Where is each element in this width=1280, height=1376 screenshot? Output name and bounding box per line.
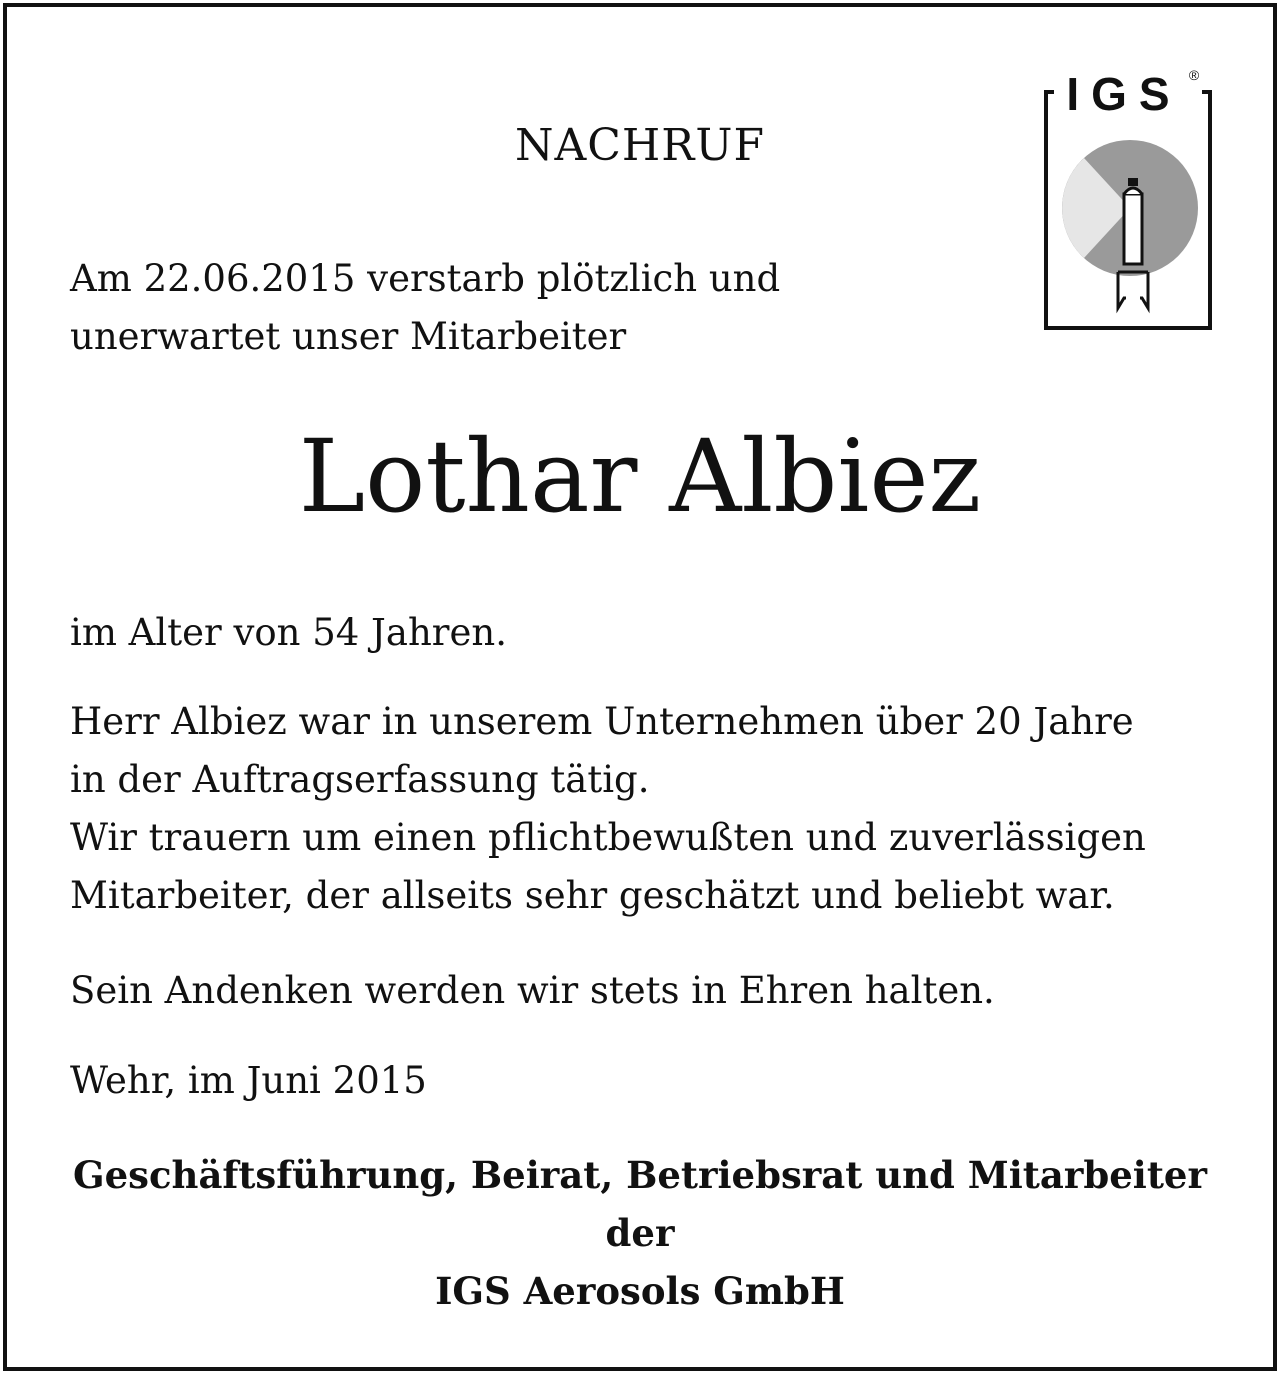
tribute-line-4: Mitarbeiter, der allseits sehr geschätzt und beliebt war.: [70, 874, 1115, 917]
signoff-line-3: IGS Aerosols GmbH: [435, 1269, 845, 1313]
aerosol-can-logo-icon: [1036, 62, 1216, 337]
notice-heading: NACHRUF: [514, 120, 766, 171]
tribute-line-3: Wir trauern um einen pflichtbewußten und zuverlässigen: [70, 816, 1146, 859]
logo-text: IGS: [1066, 68, 1182, 120]
place-date: Wehr, im Juni 2015: [70, 1059, 427, 1102]
igs-logo: [1036, 62, 1216, 337]
tribute-line-2: in der Auftragserfassung tätig.: [70, 758, 650, 801]
signoff-line-2: der: [605, 1211, 675, 1255]
registered-mark: ®: [1188, 67, 1200, 83]
signoff-line-1: Geschäftsführung, Beirat, Betriebsrat und Mitarbeiter: [73, 1153, 1207, 1197]
age-line: im Alter von 54 Jahren.: [70, 611, 507, 654]
remembrance-line: Sein Andenken werden wir stets in Ehren halten.: [70, 969, 995, 1012]
intro-line-2: unerwartet unser Mitarbeiter: [70, 315, 627, 358]
tribute-line-1: Herr Albiez war in unserem Unternehmen über 20 Jahre: [70, 700, 1134, 743]
deceased-name: Lothar Albiez: [298, 418, 982, 535]
intro-line-1: Am 22.06.2015 verstarb plötzlich und: [70, 257, 781, 300]
